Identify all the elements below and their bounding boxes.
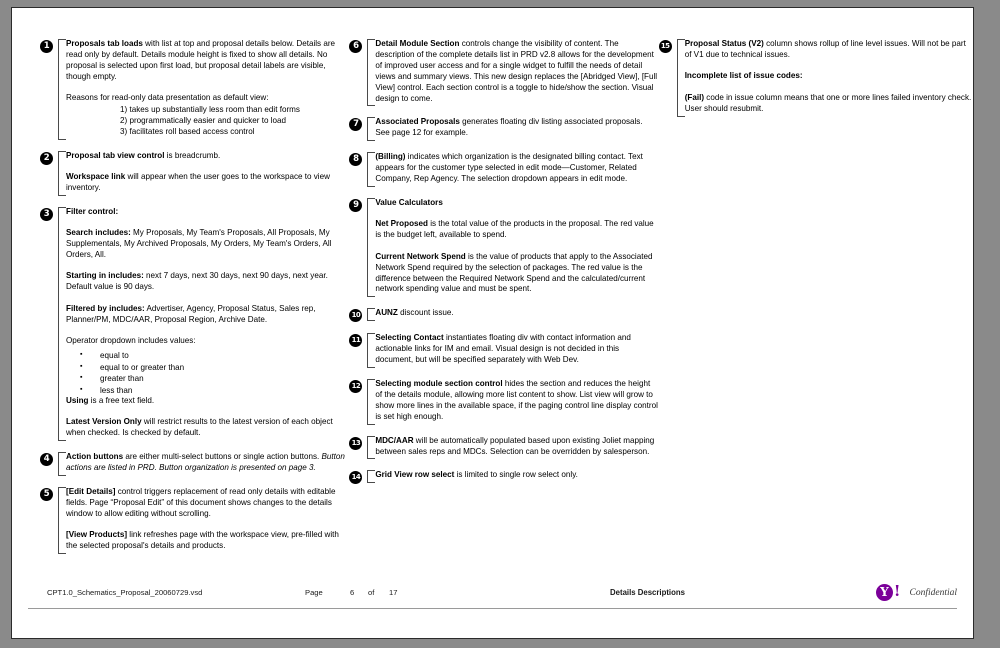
note-number-badge: 5 [40,488,53,501]
note-text-run: generates floating div listing associated proposals. See page 12 for example. [375,117,643,138]
note-text-run: Value Calculators [375,197,443,207]
note-bullet-item: ▪ equal to or greater than [80,362,349,374]
note-paragraph [375,470,658,481]
note-text-run: Filtered by includes: [66,303,145,313]
note-text-run: will appear when the user goes to the workspace to view inventory. [66,172,330,192]
annotation-note [349,436,658,460]
note-numbered-list [66,104,349,138]
note-number-badge: 4 [40,453,53,466]
note-paragraph [685,93,973,115]
annotation-note [349,152,658,187]
note-paragraph [685,71,973,82]
annotation-note [40,487,349,554]
note-text-run: [View Products] [66,530,128,540]
note-number-badge: 9 [349,199,362,212]
note-bracket [367,470,658,483]
note-numbered-item: facilitates roll based access control [129,127,255,137]
note-number-badge: 1 [40,40,53,53]
note-text-run: MDC/AAR [375,435,414,445]
note-bullet-item: ▪ equal to [80,350,349,362]
note-text-run: are either multi-select buttons or single action buttons. [123,452,322,462]
note-bracket [367,152,658,187]
note-numbered-item: programmatically easier and quicker to load [129,116,287,126]
note-number-badge: 12 [349,380,362,393]
brand-mark [876,584,957,601]
annotation-note [349,308,658,322]
note-paragraph [375,39,658,104]
annotation-note [349,379,658,425]
note-text-run: is breadcrumb. [164,150,221,160]
note-text-run: Incomplete list of issue codes: [684,71,803,81]
annotation-note [349,117,658,141]
note-text-run: [Edit Details] [66,487,116,497]
note-bracket [367,379,658,425]
annotation-note [349,39,658,106]
note-text-run: Action buttons [66,452,124,462]
note-text-run: (Fail) [684,92,705,102]
note-text-run: Net Proposed [375,219,428,229]
note-paragraph [66,336,349,347]
note-text-run: Filter control: [66,206,119,216]
note-number-badge: 11 [349,334,362,347]
note-bracket [58,151,349,196]
note-bracket [367,117,658,141]
note-text-run: indicates which organization is the designated billing contact. Text appears for the customer type selected in edit mode—Customer, Related Company, Rep Agency. The selection dropdown appears in edit mode. [375,152,643,184]
note-paragraph [66,271,349,293]
annotation-column-2 [349,8,658,495]
note-text-run: Selecting module section control [375,379,503,389]
note-text-run: AUNZ [375,308,398,318]
note-number-badge: 14 [349,471,362,484]
note-text-run: Proposals tab loads [66,39,143,48]
note-paragraph [375,436,658,458]
note-text-run: Advertiser, Agency, Proposal Status, Sales rep, Planner/PM, MDC/AAR, Proposal Region, Archive Date. [66,303,316,324]
note-text-run: with list at top and proposal details below. Details are read only by default. Details module height is fixed to show all details. No proposal is selected upon first load, but proposal detail labels are visible, though empty. [66,39,336,81]
note-bracket [677,39,973,117]
note-bullet-item: ▪ less than [80,385,349,397]
note-text-run: Current Network Spend [375,251,466,261]
note-number-badge: 7 [349,118,362,131]
note-paragraph [66,39,349,83]
note-paragraph [375,379,658,423]
annotation-column-1 [12,8,349,565]
note-text-run: is the total value of the products in the proposal. The red value is the budget left, available to spend. [375,219,654,240]
note-paragraph [66,207,349,218]
note-paragraph [66,396,349,407]
note-text-run: Search includes: [66,228,131,238]
yahoo-exclamation-icon: ! [893,582,901,600]
annotation-note [40,207,349,441]
note-paragraph [66,530,349,552]
note-paragraph [375,308,658,319]
note-text-run: Button actions are listed in PRD. Button organization is presented on page 3. [66,452,345,473]
note-text-run: Associated Proposals [375,117,460,127]
note-text-run: instantiates floating div with contact information and actionable links for IM and email. Visual design is not decided in this document, but will be specified separately with Web Dev. [375,333,631,365]
footer-divider [28,608,957,609]
note-text-run: Workspace link [66,172,126,182]
annotation-column-3 [659,8,973,128]
note-text-run: link refreshes page with the workspace view, pre-filled with the selected proposal's details and products. [66,530,339,551]
annotation-note [40,151,349,196]
note-paragraph [375,333,658,366]
note-text-run: Starting in includes: [66,271,144,281]
annotation-note [349,333,658,368]
note-paragraph [375,219,658,241]
note-text-run: Reasons for read-only data presentation as default view: [66,93,269,103]
note-paragraph [66,151,349,162]
note-bracket [367,333,658,368]
note-paragraph [66,452,349,474]
note-paragraph [66,228,349,261]
note-text-run: is the value of products that apply to the Associated Network Spend required by the selection of packages. The red value is the difference between the Required Network Spend and the calculated/current network spending value and must be spent. [375,251,653,294]
note-text-run: Detail Module Section [375,39,460,48]
note-text-run: is a free text field. [88,396,155,406]
note-paragraph [66,304,349,326]
note-text-run: Using [66,396,89,406]
note-bracket [367,436,658,460]
note-paragraph [66,487,349,520]
note-text-run: Operator dropdown includes values: [66,336,196,346]
note-bracket [58,487,349,554]
note-text-run: controls change the visibility of content. The description of the complete details list in PRD v2.8 allows for the development of improved user access and for a single widget to fulfill the needs of detail views and summary views. This new design replaces the [Abridged View], [Full View] control. Each section control is a toggle to hide/show the section. Visual design to come. [375,39,658,103]
note-number-badge: 15 [659,40,672,53]
note-text-run: code in issue column means that one or more lines failed inventory check. User should resubmit. [684,92,972,113]
note-number-badge: 6 [349,40,362,53]
note-bracket [58,452,349,476]
note-text-run: control triggers replacement of read only details with editable fields. Page “Proposal Edit” of this document shows changes to the details window to allow editing without scrolling. [66,487,336,518]
note-text-run: discount issue. [397,308,454,318]
note-text-run: Selecting Contact [375,333,444,343]
note-text-run: Proposal Status (V2) [684,39,764,48]
note-text-run: is limited to single row select only. [454,470,578,480]
note-paragraph [375,152,658,185]
yahoo-y-letter: Y [876,584,893,601]
annotation-note [659,39,973,117]
note-bracket [367,198,658,297]
note-text-run: My Proposals, My Team's Proposals, All Proposals, My Supplementals, My Archived Proposals, My Orders, My Team's Orders, All Orders, All. [66,228,332,260]
note-bracket [58,39,349,140]
footer-filename: CPT1.0_Schematics_Proposal_20060729.vsd [47,588,203,597]
note-text-run: next 7 days, next 30 days, next 90 days, next year. Default value is 90 days. [66,271,328,292]
note-number-badge: 3 [40,208,53,221]
note-text-run: hides the section and reduces the height of the details module, allowing more list content to show. List view will grow to show more lines in the available space, if the paging control line display control is set high enough. [375,379,658,421]
footer-of-label: of [368,588,375,597]
note-bullet-list [66,350,349,396]
note-paragraph [375,198,658,209]
note-text-run: (Billing) [375,152,406,162]
note-paragraph [685,39,973,61]
page-footer [12,574,973,638]
annotation-note [40,452,349,476]
note-paragraph [66,93,349,104]
footer-section-title: Details Descriptions [610,588,685,597]
note-text-run: Latest Version Only [66,417,142,427]
note-paragraph [66,172,349,194]
footer-page-number: 6 [350,588,355,597]
annotation-note [349,470,658,484]
annotation-note [349,198,658,297]
note-bracket [58,207,349,441]
annotation-columns [12,8,973,574]
note-number-badge: 13 [349,437,362,450]
note-number-badge: 10 [349,309,362,322]
footer-row [12,584,973,604]
note-text-run: Proposal tab view control [66,150,165,160]
note-paragraph [66,417,349,439]
note-bracket [367,39,658,106]
note-text-run: will restrict results to the latest version of each object when checked. Is checked by default. [66,417,333,438]
note-bullet-item: ▪ greater than [80,373,349,385]
annotation-note [40,39,349,140]
note-paragraph [375,117,658,139]
note-bracket [367,308,658,321]
footer-page-total: 17 [389,588,398,597]
footer-page-label: Page [305,588,323,597]
note-number-badge: 2 [40,152,53,165]
yahoo-logo-icon [876,584,901,601]
confidential-label: Confidential [909,587,957,598]
note-paragraph [375,252,658,296]
note-text-run: column shows rollup of line level issues. Will not be part of V1 due to technical issues. [684,39,966,59]
note-numbered-item: takes up substantially less room than edit forms [129,105,300,115]
note-number-badge: 8 [349,153,362,166]
document-page [11,7,974,639]
note-text-run: will be automatically populated based upon existing Joliet mapping between sales reps and MDCs. Selection can be overridden by salesperson. [375,435,655,456]
note-text-run: Grid View row select [375,470,455,480]
